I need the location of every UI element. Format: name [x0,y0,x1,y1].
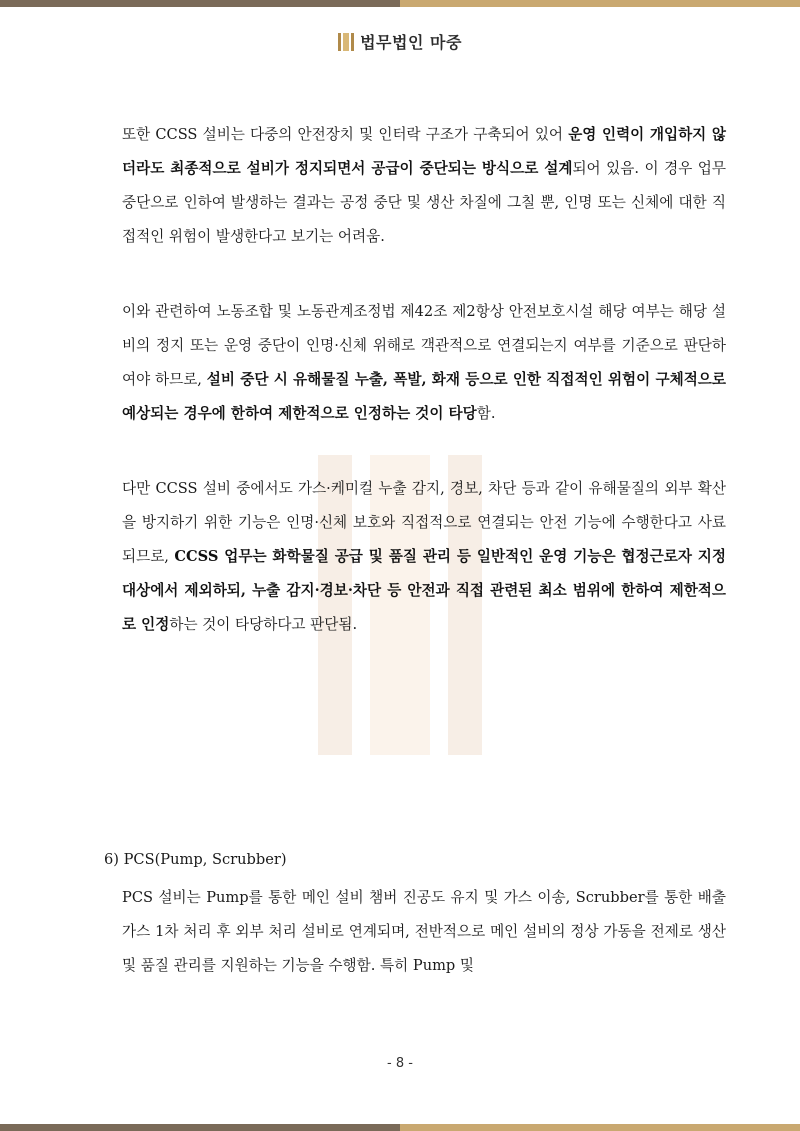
firm-logo-icon [338,33,354,51]
page-number: - 8 - [387,1056,413,1071]
top-bar-right-segment [400,0,800,7]
bottom-bar-left-segment [0,1124,400,1131]
text-segment: 되어 있음. 이 경우 업무 중단으로 인하여 발생하는 결과는 공정 중단 및 생산 차질에 그칠 뿐, 인명 또는 신체에 대한 직접적인 위험이 발생한다고 보기는 어려움. [122,160,726,245]
paragraph: PCS 설비는 Pump를 통한 메인 설비 챔버 진공도 유지 및 가스 이송, Scrubber를 통한 배출가스 1차 처리 후 외부 처리 설비로 연계되며, 전반적으로 메인 설비의 정상 가동을 전제로 생산 및 품질 관리를 지원하는 기능을 수행함. 특히 Pump 및 [122,889,726,974]
bottom-bar-right-segment [400,1124,800,1131]
section-heading: 6) PCS(Pump, Scrubber) [104,851,287,868]
text-segment: 다만 CCSS 설비 중에서도 가스·케미컬 누출 감지, 경보, 차단 등과 같이 유해물질의 외부 확산을 방지하기 위한 기능은 인명·신체 보호와 직접적으로 연결되는 안전 기능에 수행한다고 사료되므로, [122,480,726,565]
paragraph [122,472,726,642]
paragraph [122,118,726,254]
text-segment: 함. [476,405,496,422]
bold-text-segment: 운영 인력이 개입하지 않더라도 최종적으로 설비가 정지되면서 공급이 중단되는 방식으로 설계 [122,126,726,177]
paragraph [122,295,726,431]
section-body [122,881,726,1024]
firm-name: 법무법인 마중 [360,33,462,52]
page-header [0,30,800,53]
bold-text-segment: CCSS 업무는 화학물질 공급 및 품질 관리 등 일반적인 운영 기능은 협정근로자 지정 대상에서 제외하되, 누출 감지·경보·차단 등 안전과 직접 관련된 최소 범위에 한하여 제한적으로 인정 [122,548,726,633]
bold-text-segment: 설비 중단 시 유해물질 누출, 폭발, 화재 등으로 인한 직접적인 위험이 구체적으로 예상되는 경우에 한하여 제한적으로 인정하는 것이 타당 [122,371,726,422]
top-decorative-bar [0,0,800,7]
document-body [122,118,726,683]
text-segment: 하는 것이 타당하다고 판단됨. [169,616,358,633]
bottom-decorative-bar [0,1124,800,1131]
text-segment: 이와 관련하여 노동조합 및 노동관계조정법 제42조 제2항상 안전보호시설 해당 여부는 해당 설비의 정지 또는 운영 중단이 인명·신체 위해로 객관적으로 연결되는지 여부를 기준으로 판단하여야 하므로, [122,303,726,388]
top-bar-left-segment [0,0,400,7]
text-segment: 또한 CCSS 설비는 다중의 안전장치 및 인터락 구조가 구축되어 있어 [122,126,569,143]
